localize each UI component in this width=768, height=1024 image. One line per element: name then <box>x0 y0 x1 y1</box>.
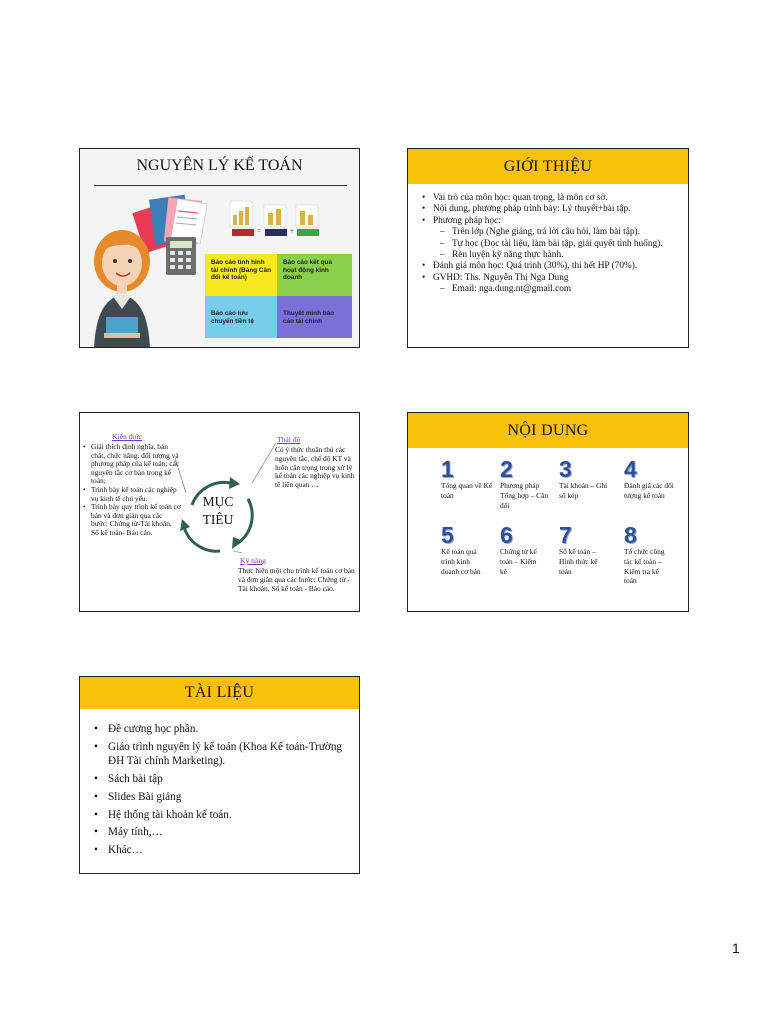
content-item-6 <box>500 523 554 576</box>
slide-header: TÀI LIỆU <box>80 677 359 709</box>
list-item: • Máy tính,… <box>92 825 349 839</box>
content-item-1 <box>441 457 495 501</box>
list-item: • Trình bày quy trình kế toán cơ bản và đơn giản qua các bước: Chứng từ-Tài khoản, Sổ kế toán- Báo cáo. <box>83 503 181 537</box>
list-item: • Sách bài tập <box>92 772 349 786</box>
content-item-3 <box>559 457 613 501</box>
list-item: – Tự học (Đọc tài liệu, làm bài tập, giải quyết tình huống). <box>422 239 680 250</box>
list-item: • Giải thích định nghĩa, bản chất, chức năng, đối tượng và phương pháp của kế toán; các nguyên tắc cơ bản trong kế toán; <box>83 443 181 486</box>
puzzle-piece-balance-sheet: Báo cáo tình hình tài chính (Bảng Cân đối kế toán) <box>205 254 277 296</box>
list-item: • Đề cương học phần. <box>92 722 349 736</box>
slide-header: GIỚI THIỆU <box>408 149 688 184</box>
list-item: • GVHD: Ths. Nguyễn Thị Nga Dung <box>422 273 680 284</box>
content-text: Sổ kế toán – Hình thức kế toán <box>559 547 598 576</box>
intro-list <box>422 193 680 296</box>
page-number: 1 <box>732 940 740 956</box>
content-text: Chứng từ kế toán – Kiểm kê <box>500 547 537 576</box>
attitude-label: Thái độ <box>277 435 301 444</box>
list-item: • Giáo trình nguyên lý kế toán (Khoa Kế toán-Trường ĐH Tài chính Marketing). <box>92 740 349 769</box>
balance-equation-icon <box>230 201 319 236</box>
slide-introduction <box>407 148 689 348</box>
materials-list <box>92 722 349 861</box>
woman-avatar-icon <box>94 230 150 348</box>
list-item: • Phương pháp học: <box>422 216 680 227</box>
objectives-center-label: MỤC TIÊU <box>202 494 234 527</box>
slide-header: NỘI DUNG <box>408 413 688 448</box>
content-number: 5 <box>441 522 454 548</box>
svg-text:=: = <box>257 227 261 235</box>
content-number: 1 <box>441 456 454 482</box>
content-number: 4 <box>624 456 637 482</box>
list-item: • Khác… <box>92 843 349 857</box>
content-number: 8 <box>624 522 637 548</box>
slide-materials <box>79 676 360 874</box>
content-text: Đánh giá các đối tượng kế toán <box>624 481 674 500</box>
slide-title <box>79 148 360 348</box>
content-item-4 <box>624 457 678 501</box>
slide-objectives <box>79 412 360 612</box>
content-text: Tổng quan về Kế toán <box>441 481 493 500</box>
content-item-8 <box>624 523 678 586</box>
skill-label: Kỹ năng <box>240 556 266 565</box>
list-item: • Vai trò của môn học: quan trọng, là môn cơ sở. <box>422 193 680 204</box>
content-number: 6 <box>500 522 513 548</box>
content-number: 3 <box>559 456 572 482</box>
knowledge-label: Kiến thức <box>112 432 143 441</box>
content-number: 7 <box>559 522 572 548</box>
svg-text:+: + <box>290 227 294 235</box>
content-text: Kế toán quá trình kinh doanh cơ bản <box>441 547 481 576</box>
puzzle-piece-cash-flow: Báo cáo lưu chuyển tiền tệ <box>205 296 277 338</box>
content-number: 2 <box>500 456 513 482</box>
skill-text: Thực hiện một chu trình kế toán cơ bản và đơn giản qua các bước: Chứng từ - Tài khoản, Sổ kế toán - Báo cáo. <box>238 566 355 593</box>
list-item: • Nội dung, phương pháp trình bày: Lý thuyết+bài tập. <box>422 204 680 215</box>
list-item: – Rèn luyện kỹ năng thực hành. <box>422 250 680 261</box>
content-item-7 <box>559 523 613 576</box>
attitude-text: Có ý thức thuân thủ các nguyên tắc, chế độ KT và luôn cân trọng trong xử lý kế toán các nghiệp vụ kinh tế liên quan … <box>275 445 355 490</box>
list-item: • Hệ thống tài khoản kế toán. <box>92 808 349 822</box>
content-text: Phương pháp Tổng hợp – Cân đối <box>500 481 549 510</box>
content-item-2 <box>500 457 554 510</box>
list-item: • Đánh giá môn học: Quá trình (30%), thi hết HP (70%). <box>422 261 680 272</box>
content-text: Tài khoản – Ghi sổ kép <box>559 481 608 500</box>
list-item: – Trên lớp (Nghe giảng, trả lời câu hỏi, làm bài tập). <box>422 227 680 238</box>
email-item: – Email: nga.dung.nt@gmail.com <box>422 284 680 295</box>
puzzle-piece-notes: Thuyết minh báo cáo tài chính <box>277 296 352 338</box>
calculator-icon <box>166 237 196 275</box>
list-item: • Slides Bài giảng <box>92 790 349 804</box>
content-item-5 <box>441 523 495 576</box>
list-item: • Trình bày kế toán các nghiệp vụ kinh tế chủ yếu. <box>83 486 181 503</box>
slide-contents <box>407 412 689 612</box>
knowledge-list <box>83 443 181 538</box>
puzzle-piece-income-statement: Báo cáo kết quả hoạt động kinh doanh <box>277 254 352 296</box>
slide-title-heading: NGUYÊN LÝ KẾ TOÁN <box>136 157 303 174</box>
content-text: Tổ chức công tác kế toán – Kiểm tra kế toán <box>624 547 665 586</box>
